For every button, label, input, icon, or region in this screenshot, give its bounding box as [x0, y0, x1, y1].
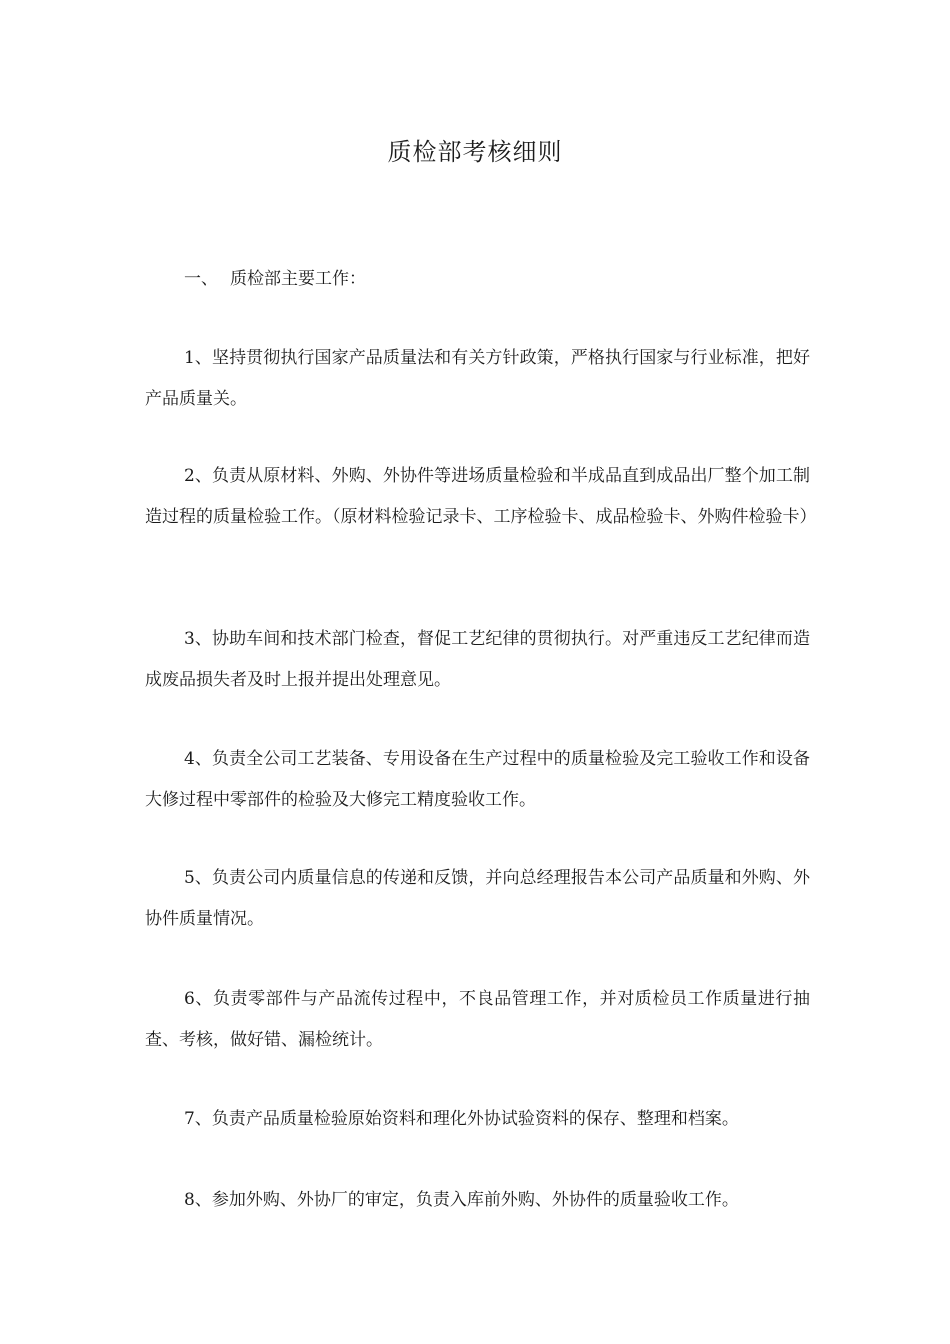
list-item: 8、参加外购、外协厂的审定，负责入库前外购、外协件的质量验收工作。	[184, 1190, 739, 1210]
list-item: 7、负责产品质量检验原始资料和理化外协试验资料的保存、整理和档案。	[184, 1109, 739, 1129]
list-item: 3、协助车间和技术部门检查，督促工艺纪律的贯彻执行。对严重违反工艺纪律而造成废品损失者及时上报并提出处理意见。	[145, 629, 810, 690]
section-heading	[184, 264, 366, 294]
list-item: 4、负责全公司工艺装备、专用设备在生产过程中的质量检验及完工验收工作和设备大修过程中零部件的检验及大修完工精度验收工作。	[145, 749, 810, 810]
list-item: 2、负责从原材料、外购、外协件等进场质量检验和半成品直到成品出厂整个加工制造过程的质量检验工作。（原材料检验记录卡、工序检验卡、成品检验卡、外购件检验卡）	[145, 466, 817, 527]
section-number: 一、	[184, 269, 218, 289]
list-item: 1、坚持贯彻执行国家产品质量法和有关方针政策，严格执行国家与行业标准，把好产品质量关。	[145, 348, 810, 409]
list-item: 6、负责零部件与产品流传过程中，不良品管理工作，并对质检员工作质量进行抽查、考核，做好错、漏检统计。	[145, 989, 810, 1050]
document-title: 质检部考核细则	[387, 138, 563, 166]
list-item: 5、负责公司内质量信息的传递和反馈，并向总经理报告本公司产品质量和外购、外协件质量情况。	[145, 868, 810, 929]
section-heading-text: 质检部主要工作：	[230, 269, 366, 289]
